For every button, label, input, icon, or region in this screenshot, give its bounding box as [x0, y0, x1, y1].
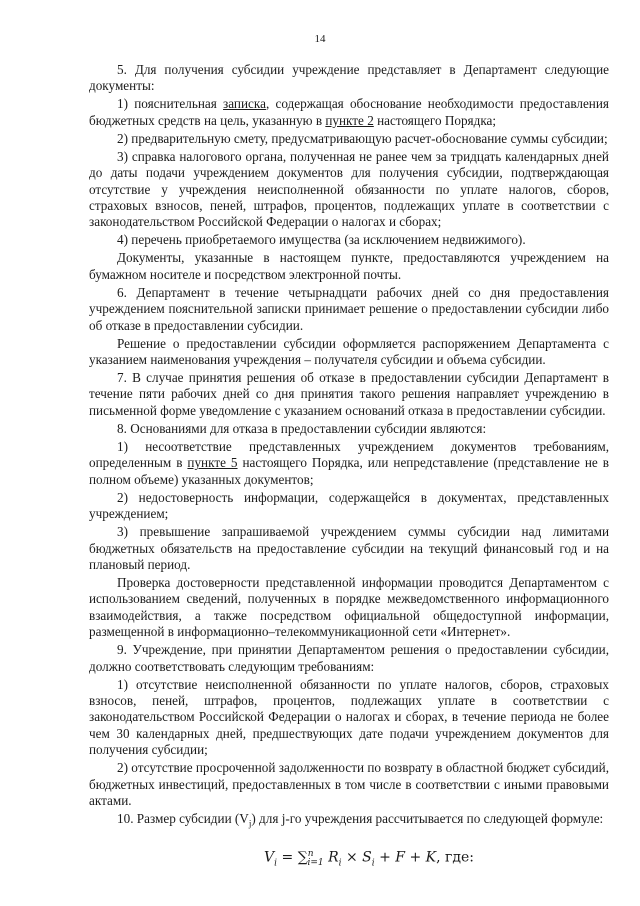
paragraph-8-intro: 8. Основаниями для отказа в предоставлении субсидии являются: [117, 420, 487, 436]
paragraph-6: 6. Департамент в течение четырнадцати рабочих дней со дня предоставления учреждением пояснительной записки принимает решение о предоставлении субсидии либо об отказе в предоставлении субсидии. [89, 284, 609, 333]
formula-r: R [323, 849, 339, 866]
subscript: i [274, 858, 278, 869]
formula-tail: , где: [436, 849, 474, 866]
paragraph-8-item-2: 2) недостоверность информации, содержащейся в документах, представленных учреждением; [89, 489, 609, 522]
paragraph-6-decision: Решение о предоставлении субсидии оформляется распоряжением Департамента с указанием наименования учреждения – получателя субсидии и объема субсидии. [89, 335, 609, 368]
superscript: n [307, 849, 314, 860]
subscript: i [371, 858, 375, 869]
text-span: 10. Размер субсидии (V [117, 810, 249, 826]
formula-lhs: V [264, 849, 275, 866]
paragraph-8-verification: Проверка достоверности представленной информации проводится Департаментом с использованием сведений, полученных в порядке межведомственного информационного взаимодействия, а также посредством официальной общедоступной информации, размещенной в информационно–телекоммуникационной сети «Интернет». [89, 574, 609, 640]
text-span: настоящего Порядка; [373, 112, 497, 128]
subscript: j [248, 818, 252, 829]
paragraph-5-item-4: 4) перечень приобретаемого имущества (за исключением недвижимого). [117, 232, 526, 248]
paragraph-9-intro: 9. Учреждение, при принятии Департаментом решения о предоставлении субсидии, должно соответствовать следующим требованиям: [89, 642, 609, 674]
formula-sum-sign: = ∑ [277, 849, 308, 866]
punkt-2-link[interactable]: пункте 2 [325, 112, 374, 128]
paragraph-9-item-2: 2) отсутствие просроченной задолженности по возврату в областной бюджет субсидий, бюджетных инвестиций, предоставленных в том числе в соответствии с иными правовыми актами. [89, 760, 609, 808]
subscript: i [338, 858, 342, 869]
document-body [89, 62, 609, 872]
paragraph-5-item-1 [89, 96, 609, 129]
formula-rest: + F + K [374, 849, 437, 866]
paragraph-8-item-3: 3) превышение запрашиваемой учреждением суммы субсидии над лимитами бюджетных обязательств на предоставление субсидии на текущий финансовый год и на плановый период. [89, 524, 609, 572]
paragraph-5-docs-note: Документы, указанные в настоящем пункте, предоставляются учреждением на бумажном носителе и посредством электронной почты. [89, 250, 609, 282]
formula-s: × S [341, 849, 372, 866]
paragraph-5-item-3: 3) справка налогового органа, полученная не ранее чем за тридцать календарных дней до даты подачи учреждением документов для получения субсидии, подтверждающая отсутствие у учреждения неисполненной обязанности по уплате налогов, сборов, страховых взносов, пеней, штрафов, процентов, подлежащих уплате в соответствии с законодательством Российской Федерации о налогах и сборах; [89, 148, 609, 230]
text-span: ) для j-го учреждения рассчитывается по следующей формуле: [251, 810, 604, 826]
punkt-5-link[interactable]: пункте 5 [187, 455, 238, 471]
paragraph-8-item-1 [89, 439, 609, 488]
paragraph-7: 7. В случае принятия решения об отказе в предоставлении субсидии Департамент в течение пяти рабочих дней со дня принятия такого решения направляет учреждению в письменной форме уведомление с указанием оснований отказа в предоставлении субсидии. [89, 370, 609, 418]
paragraph-9-item-1: 1) отсутствие неисполненной обязанности по уплате налогов, сборов, страховых взносов, пеней, штрафов, процентов, подлежащих уплате в соответствии с законодательством Российской Федерации о налогах и сборах, в течение периода не более чем 30 календарных дней, предшествующих дате подачи учреждением документов для получения субсидии; [89, 676, 609, 758]
subscript: i=1 [307, 858, 324, 869]
paragraph-10 [89, 811, 609, 832]
page-number: 14 [314, 33, 326, 45]
text-span: 1) несоответствие представленных учреждением документов требованиям, определенным в [89, 438, 609, 471]
zapiska-link[interactable]: записка [223, 96, 266, 112]
subsidy-formula [89, 846, 609, 872]
text-span: 1) пояснительная [117, 96, 224, 112]
text-span: , содержащая обоснование необходимости предоставления бюджетных средств на цель, указанную в [89, 96, 609, 128]
text-span: настоящего Порядка, или непредставление (представление не в полном объеме) указанных документов; [89, 455, 609, 487]
paragraph-5-item-2: 2) предварительную смету, предусматривающую расчет-обоснование суммы субсидии; [117, 130, 608, 146]
paragraph-5-intro: 5. Для получения субсидии учреждение представляет в Департамент следующие документы: [89, 62, 609, 94]
